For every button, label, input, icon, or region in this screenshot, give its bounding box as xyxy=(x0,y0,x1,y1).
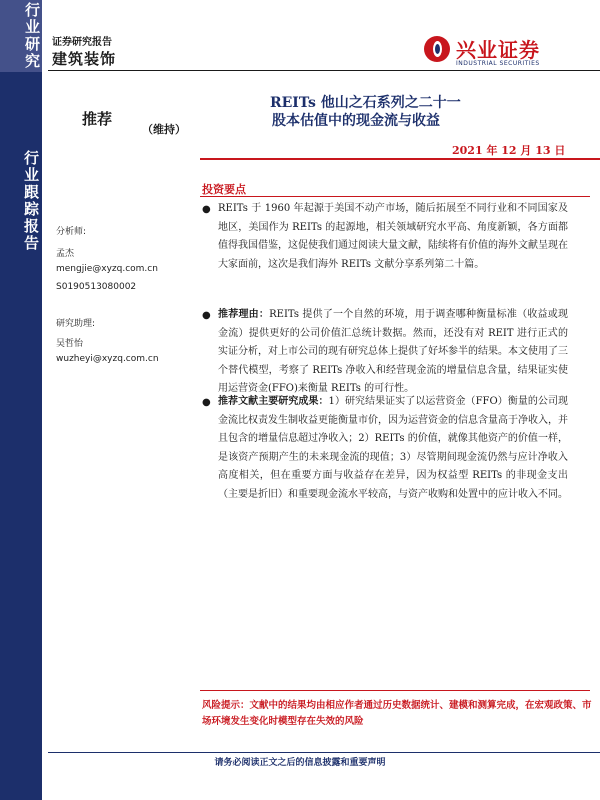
bullet-2-lead: 推荐理由： xyxy=(218,309,270,320)
bullet-icon: ● xyxy=(202,310,211,321)
assistant-email: wuzheyi@xyzq.com.cn xyxy=(56,354,159,364)
assistant-name: 吴哲怡 xyxy=(56,339,84,349)
report-date: 2021 年 12 月 13 日 xyxy=(452,144,566,157)
analyst-name: 孟杰 xyxy=(56,249,75,259)
sidebar xyxy=(0,0,42,800)
bullet-icon: ● xyxy=(202,397,211,408)
logo-mark-icon xyxy=(424,36,450,62)
risk-divider xyxy=(200,690,590,691)
industry-name: 建筑装饰 xyxy=(52,50,117,68)
summary-divider xyxy=(200,196,590,197)
summary-heading: 投资要点 xyxy=(202,183,246,196)
bullet-icon: ● xyxy=(202,204,211,215)
footer-disclaimer: 请务必阅读正文之后的信息披露和重要声明 xyxy=(214,758,386,768)
assistant-label: 研究助理: xyxy=(56,319,96,329)
sidebar-report-type: 行业跟踪报告 xyxy=(22,150,40,252)
date-divider xyxy=(200,158,600,160)
risk-warning: 风险提示：文献中的结果均由相应作者通过历史数据统计、建模和测算完成，在宏观政策、市场环境发生变化时模型存在失效的风险 xyxy=(202,700,592,727)
logo-text-cn: 兴业证券 xyxy=(456,38,540,62)
bullet-3-body: 1）研究结果证实了以运营资金（FFO）衡量的公司现金流比权责发生制收益更能衡量市价，因为运营资金的信息含量高于净收入，并且包含的增量信息超过净收入；2）REITs 的价值，就像其他资产的价值一样，是该资产预期产生的未来现金流的现值；3）尽管期间现金流仍然与应计净收入高度相关，但在重要方面与收益存在差异，因为权益型 REITs 的非现金支出（主要是折旧）和重要现金流水平较高，与资产收购和处置中的应计收入不同。 xyxy=(218,396,569,500)
sidebar-top-label: 行业研究 xyxy=(23,2,41,70)
rating-label: 推荐 xyxy=(82,110,113,128)
company-logo xyxy=(424,34,584,70)
report-series: 证券研究报告 xyxy=(52,37,112,48)
summary-bullet-2 xyxy=(218,306,568,399)
summary-bullet-3 xyxy=(218,393,568,505)
bullet-3-lead: 推荐文献主要研究成果： xyxy=(218,396,329,407)
logo-text-en: INDUSTRIAL SECURITIES xyxy=(456,60,540,67)
report-title-line1: REITs 他山之石系列之二十一 xyxy=(270,95,461,111)
analyst-email: mengjie@xyzq.com.cn xyxy=(56,264,158,274)
bullet-2-body: REITs 提供了一个自然的环境，用于调查哪种衡量标准（收益或现金流）提供更好的公司价值汇总统计数据。然而，还没有对 REIT 进行正式的实证分析，对上市公司的现有研究总体上提供了好坏参半的结果。本文使用了三个替代模型，考察了 REITs 净收入和经营现金流的增量信息含量，结果证实使用运营资金(FFO)来衡量 REITs 的可行性。 xyxy=(218,309,568,395)
analyst-cert: S0190513080002 xyxy=(56,282,137,292)
analyst-label: 分析师: xyxy=(56,227,87,237)
rating-sub: （维持） xyxy=(142,123,186,136)
report-title-line2: 股本估值中的现金流与收益 xyxy=(272,113,440,129)
header-divider xyxy=(48,70,600,71)
summary-bullet-1: REITs 于 1960 年起源于美国不动产市场，随后拓展至不同行业和不同国家及地区，美国作为 REITs 的起源地，相关领域研究水平高、角度新颖，各方面都值得我国借鉴，这促使我们通过阅读大量文献，陆续将有价值的海外文献呈现在大家面前，这次是我们海外 REITs 文献分享系列第二十篇。 xyxy=(218,203,568,270)
